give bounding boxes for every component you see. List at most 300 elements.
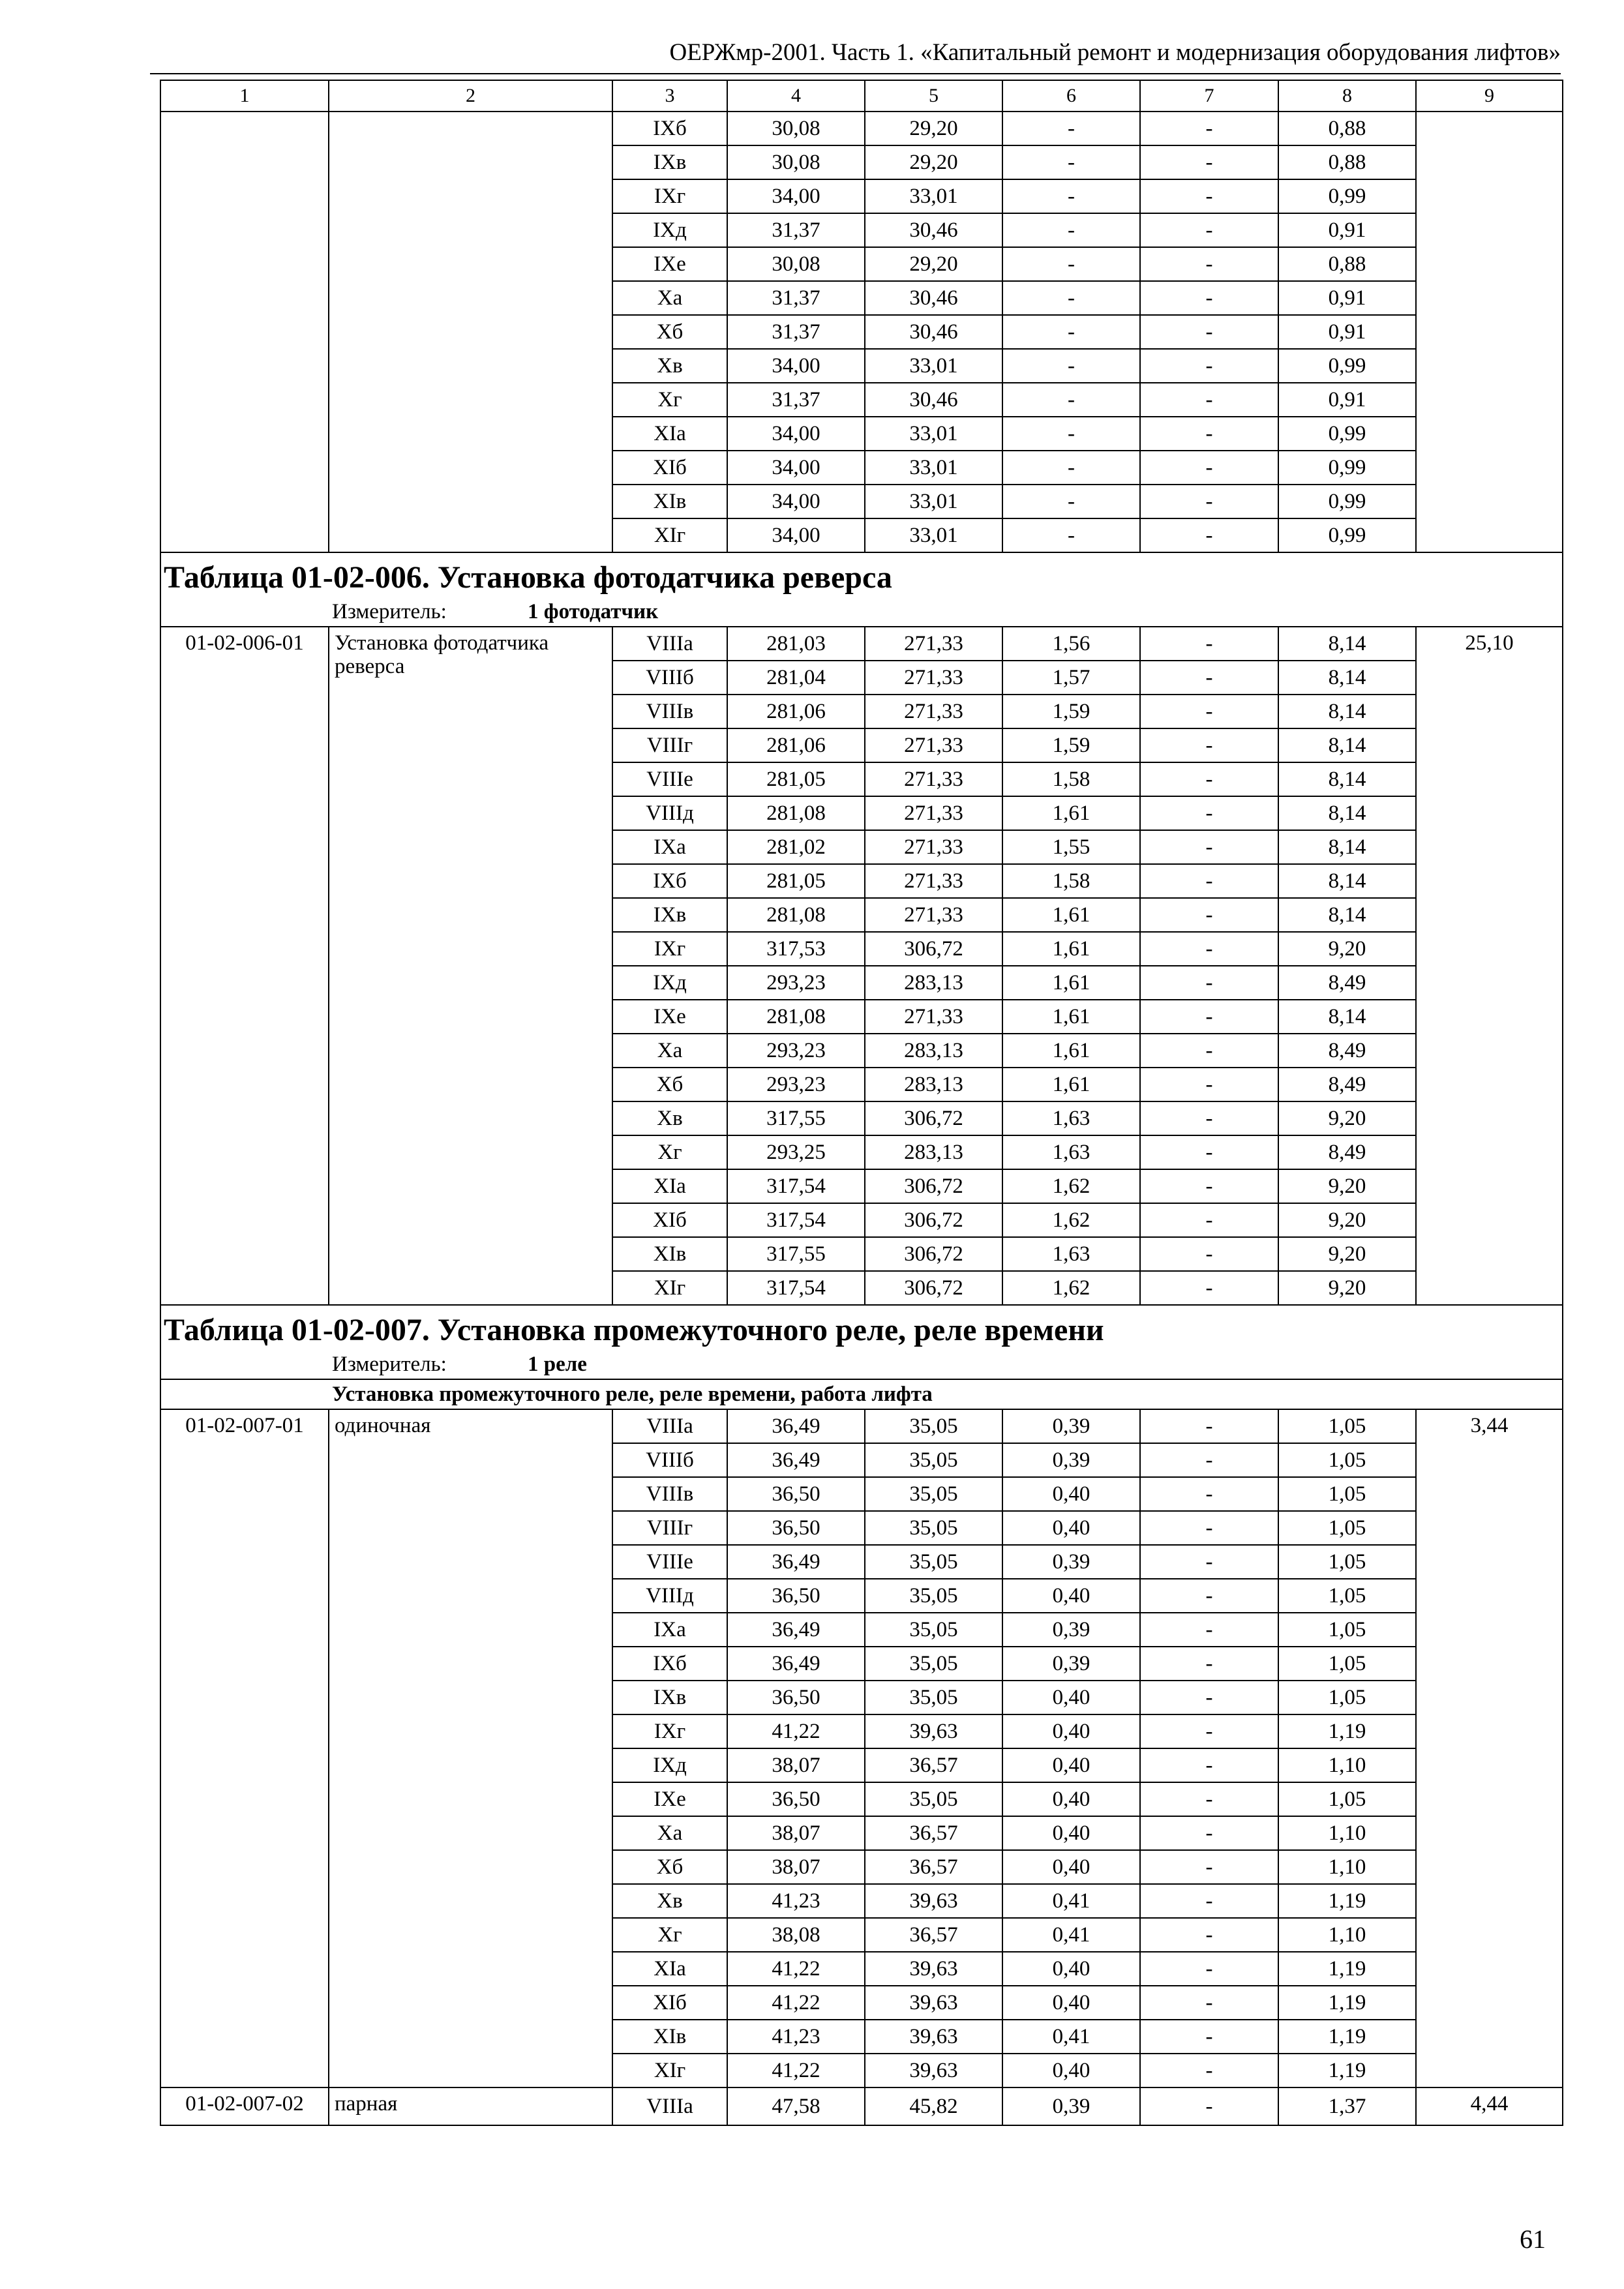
cost-materials-cell: 8,14	[1278, 661, 1416, 695]
cost-labor-cell: 33,01	[865, 349, 1002, 383]
cost-machines-cell: -	[1002, 485, 1140, 518]
cost-direct-cell: 41,22	[727, 2054, 865, 2087]
cost-machines-cell: -	[1002, 179, 1140, 213]
cost-direct-cell: 38,07	[727, 1850, 865, 1884]
cost-machines-cell: -	[1002, 451, 1140, 485]
total-cell: 25,10	[1416, 627, 1563, 1305]
column-number: 8	[1278, 80, 1416, 112]
cost-direct-cell: 317,54	[727, 1203, 865, 1237]
cost-materials-cell: 1,05	[1278, 1579, 1416, 1613]
cost-direct-cell: 36,49	[727, 1443, 865, 1477]
subheading-row	[160, 1379, 1563, 1409]
cost-materials-cell: 0,99	[1278, 179, 1416, 213]
cost-wages-cell: -	[1140, 315, 1278, 349]
table-row	[160, 627, 1563, 661]
category-cell: VIIIг	[612, 1511, 727, 1545]
meter-label: Измеритель:	[332, 600, 447, 623]
cost-materials-cell: 1,10	[1278, 1850, 1416, 1884]
cost-wages-cell: -	[1140, 247, 1278, 281]
cost-materials-cell: 1,05	[1278, 1545, 1416, 1579]
category-cell: Xв	[612, 1101, 727, 1135]
cost-machines-cell: 1,55	[1002, 830, 1140, 864]
category-cell: VIIIб	[612, 1443, 727, 1477]
cost-machines-cell: -	[1002, 247, 1140, 281]
subheading-cell	[160, 1379, 1563, 1409]
cost-materials-cell: 1,19	[1278, 1714, 1416, 1748]
cost-machines-cell: 0,40	[1002, 1714, 1140, 1748]
category-cell: XIб	[612, 1203, 727, 1237]
cost-direct-cell: 41,22	[727, 1986, 865, 2020]
cost-direct-cell: 38,07	[727, 1816, 865, 1850]
cost-materials-cell: 0,99	[1278, 518, 1416, 552]
cost-wages-cell: -	[1140, 932, 1278, 966]
cost-machines-cell: 1,62	[1002, 1271, 1140, 1305]
cost-wages-cell: -	[1140, 1271, 1278, 1305]
column-number: 7	[1140, 80, 1278, 112]
cost-labor-cell: 306,72	[865, 932, 1002, 966]
cost-materials-cell: 1,05	[1278, 1477, 1416, 1511]
total-cell: 4,44	[1416, 2087, 1563, 2125]
cost-labor-cell: 39,63	[865, 1986, 1002, 2020]
category-cell: IXб	[612, 1647, 727, 1681]
cost-machines-cell: 0,39	[1002, 1409, 1140, 1443]
cost-machines-cell: 0,40	[1002, 1850, 1140, 1884]
category-cell: VIIIг	[612, 728, 727, 762]
cost-wages-cell: -	[1140, 627, 1278, 661]
cost-materials-cell: 8,49	[1278, 1068, 1416, 1101]
cost-labor-cell: 36,57	[865, 1850, 1002, 1884]
cost-wages-cell: -	[1140, 112, 1278, 145]
cost-materials-cell: 8,49	[1278, 1034, 1416, 1068]
cost-direct-cell: 281,06	[727, 728, 865, 762]
category-cell: Xг	[612, 1918, 727, 1952]
category-cell: Xа	[612, 1816, 727, 1850]
cost-labor-cell: 39,63	[865, 1952, 1002, 1986]
category-cell: XIб	[612, 1986, 727, 2020]
cost-wages-cell: -	[1140, 1782, 1278, 1816]
cost-materials-cell: 8,14	[1278, 796, 1416, 830]
cost-machines-cell: 1,63	[1002, 1101, 1140, 1135]
cost-labor-cell: 39,63	[865, 2054, 1002, 2087]
cost-labor-cell: 33,01	[865, 179, 1002, 213]
cost-machines-cell: 1,59	[1002, 728, 1140, 762]
category-cell: XIг	[612, 2054, 727, 2087]
cost-wages-cell: -	[1140, 383, 1278, 417]
cost-wages-cell: -	[1140, 695, 1278, 728]
cost-labor-cell: 306,72	[865, 1169, 1002, 1203]
cost-wages-cell: -	[1140, 1477, 1278, 1511]
cost-materials-cell: 1,05	[1278, 1681, 1416, 1714]
code-cell: 01-02-007-02	[160, 2087, 329, 2125]
cost-labor-cell: 35,05	[865, 1681, 1002, 1714]
page-number: 61	[1520, 2224, 1546, 2254]
cost-materials-cell: 1,19	[1278, 1986, 1416, 2020]
cost-direct-cell: 38,08	[727, 1918, 865, 1952]
cost-materials-cell: 1,10	[1278, 1816, 1416, 1850]
cost-labor-cell: 35,05	[865, 1409, 1002, 1443]
cost-direct-cell: 30,08	[727, 112, 865, 145]
cost-machines-cell: -	[1002, 145, 1140, 179]
cost-machines-cell: 0,40	[1002, 1579, 1140, 1613]
cost-direct-cell: 34,00	[727, 349, 865, 383]
cost-machines-cell: 0,39	[1002, 1545, 1140, 1579]
cost-materials-cell: 0,99	[1278, 485, 1416, 518]
cost-wages-cell: -	[1140, 1068, 1278, 1101]
cost-wages-cell: -	[1140, 145, 1278, 179]
header-rule	[150, 73, 1561, 74]
category-cell: IXг	[612, 932, 727, 966]
cost-labor-cell: 29,20	[865, 247, 1002, 281]
cost-labor-cell: 283,13	[865, 1034, 1002, 1068]
meter-row	[160, 597, 1563, 627]
cost-wages-cell: -	[1140, 213, 1278, 247]
cost-machines-cell: 0,39	[1002, 1443, 1140, 1477]
cost-direct-cell: 34,00	[727, 485, 865, 518]
category-cell: IXа	[612, 1613, 727, 1647]
cost-machines-cell: 1,63	[1002, 1135, 1140, 1169]
cost-direct-cell: 41,22	[727, 1714, 865, 1748]
meter-cell	[160, 1350, 1563, 1379]
cost-direct-cell: 38,07	[727, 1748, 865, 1782]
cost-machines-cell: 0,40	[1002, 1986, 1140, 2020]
cost-labor-cell: 271,33	[865, 864, 1002, 898]
cost-labor-cell: 271,33	[865, 695, 1002, 728]
cost-direct-cell: 281,08	[727, 898, 865, 932]
cost-materials-cell: 0,88	[1278, 145, 1416, 179]
category-cell: VIIIа	[612, 627, 727, 661]
category-cell: VIIIд	[612, 1579, 727, 1613]
cost-materials-cell: 1,19	[1278, 1952, 1416, 1986]
cost-materials-cell: 1,05	[1278, 1443, 1416, 1477]
table-row	[160, 2087, 1563, 2125]
cost-labor-cell: 33,01	[865, 451, 1002, 485]
cost-materials-cell: 0,88	[1278, 247, 1416, 281]
cost-labor-cell: 271,33	[865, 796, 1002, 830]
cost-materials-cell: 1,19	[1278, 1884, 1416, 1918]
cost-wages-cell: -	[1140, 762, 1278, 796]
cost-labor-cell: 283,13	[865, 1135, 1002, 1169]
cost-direct-cell: 36,50	[727, 1579, 865, 1613]
cost-wages-cell: -	[1140, 2020, 1278, 2054]
cost-materials-cell: 1,10	[1278, 1748, 1416, 1782]
cost-wages-cell: -	[1140, 661, 1278, 695]
column-numbers-row	[160, 80, 1563, 112]
cost-wages-cell: -	[1140, 1000, 1278, 1034]
cost-machines-cell: 1,63	[1002, 1237, 1140, 1271]
meter-cell	[160, 597, 1563, 627]
category-cell: XIа	[612, 1169, 727, 1203]
cost-direct-cell: 317,55	[727, 1101, 865, 1135]
cost-machines-cell: -	[1002, 349, 1140, 383]
cost-labor-cell: 271,33	[865, 1000, 1002, 1034]
cost-materials-cell: 8,14	[1278, 830, 1416, 864]
cost-machines-cell: 1,57	[1002, 661, 1140, 695]
cost-labor-cell: 271,33	[865, 830, 1002, 864]
cost-labor-cell: 30,46	[865, 281, 1002, 315]
cost-materials-cell: 8,49	[1278, 1135, 1416, 1169]
cost-direct-cell: 47,58	[727, 2087, 865, 2125]
total-cell	[1416, 112, 1563, 552]
cost-direct-cell: 281,06	[727, 695, 865, 728]
cost-labor-cell: 35,05	[865, 1579, 1002, 1613]
cost-materials-cell: 8,14	[1278, 627, 1416, 661]
name-cell: Установка фотодатчика реверса	[329, 627, 612, 1305]
name-cell	[329, 112, 612, 552]
cost-machines-cell: 1,59	[1002, 695, 1140, 728]
cost-direct-cell: 34,00	[727, 518, 865, 552]
cost-machines-cell: 1,58	[1002, 864, 1140, 898]
category-cell: Xб	[612, 315, 727, 349]
meter-value: 1 фотодатчик	[528, 600, 659, 623]
cost-materials-cell: 8,14	[1278, 728, 1416, 762]
cost-direct-cell: 317,54	[727, 1169, 865, 1203]
cost-labor-cell: 39,63	[865, 1714, 1002, 1748]
cost-materials-cell: 0,99	[1278, 417, 1416, 451]
category-cell: XIв	[612, 1237, 727, 1271]
cost-labor-cell: 271,33	[865, 661, 1002, 695]
cost-direct-cell: 41,23	[727, 2020, 865, 2054]
cost-materials-cell: 9,20	[1278, 1237, 1416, 1271]
cost-labor-cell: 306,72	[865, 1237, 1002, 1271]
category-cell: VIIIе	[612, 1545, 727, 1579]
cost-wages-cell: -	[1140, 417, 1278, 451]
cost-machines-cell: -	[1002, 315, 1140, 349]
category-cell: IXг	[612, 179, 727, 213]
cost-labor-cell: 35,05	[865, 1443, 1002, 1477]
cost-wages-cell: -	[1140, 1613, 1278, 1647]
cost-materials-cell: 8,14	[1278, 762, 1416, 796]
cost-materials-cell: 9,20	[1278, 1271, 1416, 1305]
cost-materials-cell: 8,14	[1278, 695, 1416, 728]
cost-wages-cell: -	[1140, 1169, 1278, 1203]
category-cell: Xг	[612, 1135, 727, 1169]
cost-wages-cell: -	[1140, 1816, 1278, 1850]
cost-machines-cell: 0,40	[1002, 1511, 1140, 1545]
cost-direct-cell: 41,22	[727, 1952, 865, 1986]
running-header: ОЕРЖмр-2001. Часть 1. «Капитальный ремонт и модернизация оборудования лифтов»	[669, 39, 1561, 66]
cost-materials-cell: 1,05	[1278, 1511, 1416, 1545]
cost-materials-cell: 1,05	[1278, 1409, 1416, 1443]
category-cell: Xа	[612, 281, 727, 315]
cost-materials-cell: 0,91	[1278, 383, 1416, 417]
cost-direct-cell: 281,04	[727, 661, 865, 695]
category-cell: XIв	[612, 2020, 727, 2054]
cost-wages-cell: -	[1140, 1952, 1278, 1986]
cost-machines-cell: 1,61	[1002, 966, 1140, 1000]
cost-wages-cell: -	[1140, 966, 1278, 1000]
cost-wages-cell: -	[1140, 518, 1278, 552]
cost-wages-cell: -	[1140, 1579, 1278, 1613]
cost-materials-cell: 1,05	[1278, 1782, 1416, 1816]
cost-labor-cell: 33,01	[865, 518, 1002, 552]
cost-labor-cell: 30,46	[865, 315, 1002, 349]
cost-labor-cell: 271,33	[865, 728, 1002, 762]
category-cell: Xа	[612, 1034, 727, 1068]
code-cell: 01-02-007-01	[160, 1409, 329, 2087]
cost-labor-cell: 29,20	[865, 112, 1002, 145]
cost-labor-cell: 35,05	[865, 1613, 1002, 1647]
cost-wages-cell: -	[1140, 1034, 1278, 1068]
rates-table	[160, 80, 1563, 2126]
cost-wages-cell: -	[1140, 864, 1278, 898]
category-cell: Xб	[612, 1068, 727, 1101]
cost-direct-cell: 36,49	[727, 1409, 865, 1443]
cost-direct-cell: 34,00	[727, 179, 865, 213]
cost-labor-cell: 35,05	[865, 1647, 1002, 1681]
cost-machines-cell: 0,39	[1002, 2087, 1140, 2125]
cost-wages-cell: -	[1140, 485, 1278, 518]
cost-machines-cell: 0,40	[1002, 1816, 1140, 1850]
cost-labor-cell: 30,46	[865, 213, 1002, 247]
cost-machines-cell: 1,61	[1002, 932, 1140, 966]
cost-machines-cell: 0,41	[1002, 1884, 1140, 1918]
total-cell: 3,44	[1416, 1409, 1563, 2087]
category-cell: VIIIе	[612, 762, 727, 796]
cost-materials-cell: 1,10	[1278, 1918, 1416, 1952]
cost-labor-cell: 36,57	[865, 1918, 1002, 1952]
category-cell: IXв	[612, 1681, 727, 1714]
cost-labor-cell: 35,05	[865, 1545, 1002, 1579]
category-cell: IXг	[612, 1714, 727, 1748]
column-number: 1	[160, 80, 329, 112]
cost-direct-cell: 34,00	[727, 451, 865, 485]
table-title: Таблица 01-02-006. Установка фотодатчика реверса	[160, 552, 1563, 597]
category-cell: IXа	[612, 830, 727, 864]
category-cell: XIг	[612, 1271, 727, 1305]
name-cell: парная	[329, 2087, 612, 2125]
section-title-row	[160, 552, 1563, 597]
cost-materials-cell: 1,19	[1278, 2020, 1416, 2054]
cost-direct-cell: 317,54	[727, 1271, 865, 1305]
cost-machines-cell: -	[1002, 518, 1140, 552]
cost-materials-cell: 0,99	[1278, 451, 1416, 485]
category-cell: IXе	[612, 1000, 727, 1034]
cost-materials-cell: 9,20	[1278, 932, 1416, 966]
cost-wages-cell: -	[1140, 1986, 1278, 2020]
cost-labor-cell: 33,01	[865, 485, 1002, 518]
cost-wages-cell: -	[1140, 451, 1278, 485]
cost-labor-cell: 36,57	[865, 1816, 1002, 1850]
cost-wages-cell: -	[1140, 1443, 1278, 1477]
category-cell: IXд	[612, 1748, 727, 1782]
cost-labor-cell: 283,13	[865, 1068, 1002, 1101]
cost-wages-cell: -	[1140, 1884, 1278, 1918]
column-number: 5	[865, 80, 1002, 112]
cost-wages-cell: -	[1140, 281, 1278, 315]
cost-wages-cell: -	[1140, 1918, 1278, 1952]
column-number: 6	[1002, 80, 1140, 112]
category-cell: Xб	[612, 1850, 727, 1884]
cost-machines-cell: -	[1002, 383, 1140, 417]
cost-wages-cell: -	[1140, 349, 1278, 383]
cost-direct-cell: 36,49	[727, 1647, 865, 1681]
cost-materials-cell: 9,20	[1278, 1203, 1416, 1237]
cost-labor-cell: 29,20	[865, 145, 1002, 179]
cost-wages-cell: -	[1140, 796, 1278, 830]
category-cell: IXд	[612, 966, 727, 1000]
cost-machines-cell: 1,61	[1002, 1000, 1140, 1034]
cost-labor-cell: 36,57	[865, 1748, 1002, 1782]
cost-direct-cell: 293,25	[727, 1135, 865, 1169]
cost-direct-cell: 36,50	[727, 1511, 865, 1545]
cost-wages-cell: -	[1140, 1101, 1278, 1135]
cost-machines-cell: 1,62	[1002, 1169, 1140, 1203]
cost-labor-cell: 271,33	[865, 762, 1002, 796]
cost-machines-cell: 0,40	[1002, 1477, 1140, 1511]
table-title: Таблица 01-02-007. Установка промежуточного реле, реле времени	[160, 1305, 1563, 1350]
cost-machines-cell: 0,39	[1002, 1613, 1140, 1647]
cost-wages-cell: -	[1140, 1135, 1278, 1169]
cost-machines-cell: -	[1002, 417, 1140, 451]
column-number: 9	[1416, 80, 1563, 112]
cost-direct-cell: 281,05	[727, 762, 865, 796]
cost-wages-cell: -	[1140, 898, 1278, 932]
category-cell: VIIIв	[612, 1477, 727, 1511]
cost-labor-cell: 306,72	[865, 1101, 1002, 1135]
cost-direct-cell: 31,37	[727, 213, 865, 247]
cost-materials-cell: 0,91	[1278, 315, 1416, 349]
section-title-row	[160, 1305, 1563, 1350]
cost-wages-cell: -	[1140, 1647, 1278, 1681]
cost-labor-cell: 283,13	[865, 966, 1002, 1000]
cost-direct-cell: 281,08	[727, 796, 865, 830]
cost-materials-cell: 0,91	[1278, 281, 1416, 315]
category-cell: IXе	[612, 247, 727, 281]
cost-machines-cell: 0,40	[1002, 1782, 1140, 1816]
cost-labor-cell: 306,72	[865, 1203, 1002, 1237]
cost-materials-cell: 8,14	[1278, 864, 1416, 898]
cost-direct-cell: 317,53	[727, 932, 865, 966]
cost-direct-cell: 293,23	[727, 1068, 865, 1101]
cost-machines-cell: -	[1002, 112, 1140, 145]
category-cell: IXб	[612, 864, 727, 898]
cost-machines-cell: 1,56	[1002, 627, 1140, 661]
cost-direct-cell: 281,03	[727, 627, 865, 661]
cost-direct-cell: 30,08	[727, 247, 865, 281]
cost-materials-cell: 9,20	[1278, 1101, 1416, 1135]
category-cell: VIIIб	[612, 661, 727, 695]
cost-materials-cell: 8,14	[1278, 1000, 1416, 1034]
cost-direct-cell: 281,08	[727, 1000, 865, 1034]
cost-materials-cell: 8,49	[1278, 966, 1416, 1000]
category-cell: XIг	[612, 518, 727, 552]
cost-direct-cell: 31,37	[727, 315, 865, 349]
category-cell: VIIIа	[612, 1409, 727, 1443]
category-cell: VIIIв	[612, 695, 727, 728]
cost-materials-cell: 1,05	[1278, 1647, 1416, 1681]
name-cell: одиночная	[329, 1409, 612, 2087]
category-cell: IXв	[612, 898, 727, 932]
cost-wages-cell: -	[1140, 179, 1278, 213]
category-cell: VIIIа	[612, 2087, 727, 2125]
cost-direct-cell: 36,50	[727, 1681, 865, 1714]
cost-direct-cell: 36,49	[727, 1613, 865, 1647]
cost-direct-cell: 36,50	[727, 1782, 865, 1816]
category-cell: IXе	[612, 1782, 727, 1816]
category-cell: IXб	[612, 112, 727, 145]
cost-direct-cell: 293,23	[727, 1034, 865, 1068]
cost-direct-cell: 31,37	[727, 281, 865, 315]
cost-labor-cell: 30,46	[865, 383, 1002, 417]
cost-labor-cell: 35,05	[865, 1782, 1002, 1816]
cost-labor-cell: 39,63	[865, 2020, 1002, 2054]
category-cell: Xг	[612, 383, 727, 417]
column-number: 4	[727, 80, 865, 112]
subheading-text: Установка промежуточного реле, реле времени, работа лифта	[332, 1383, 933, 1406]
cost-labor-cell: 33,01	[865, 417, 1002, 451]
cost-machines-cell: 0,40	[1002, 1681, 1140, 1714]
cost-materials-cell: 0,99	[1278, 349, 1416, 383]
